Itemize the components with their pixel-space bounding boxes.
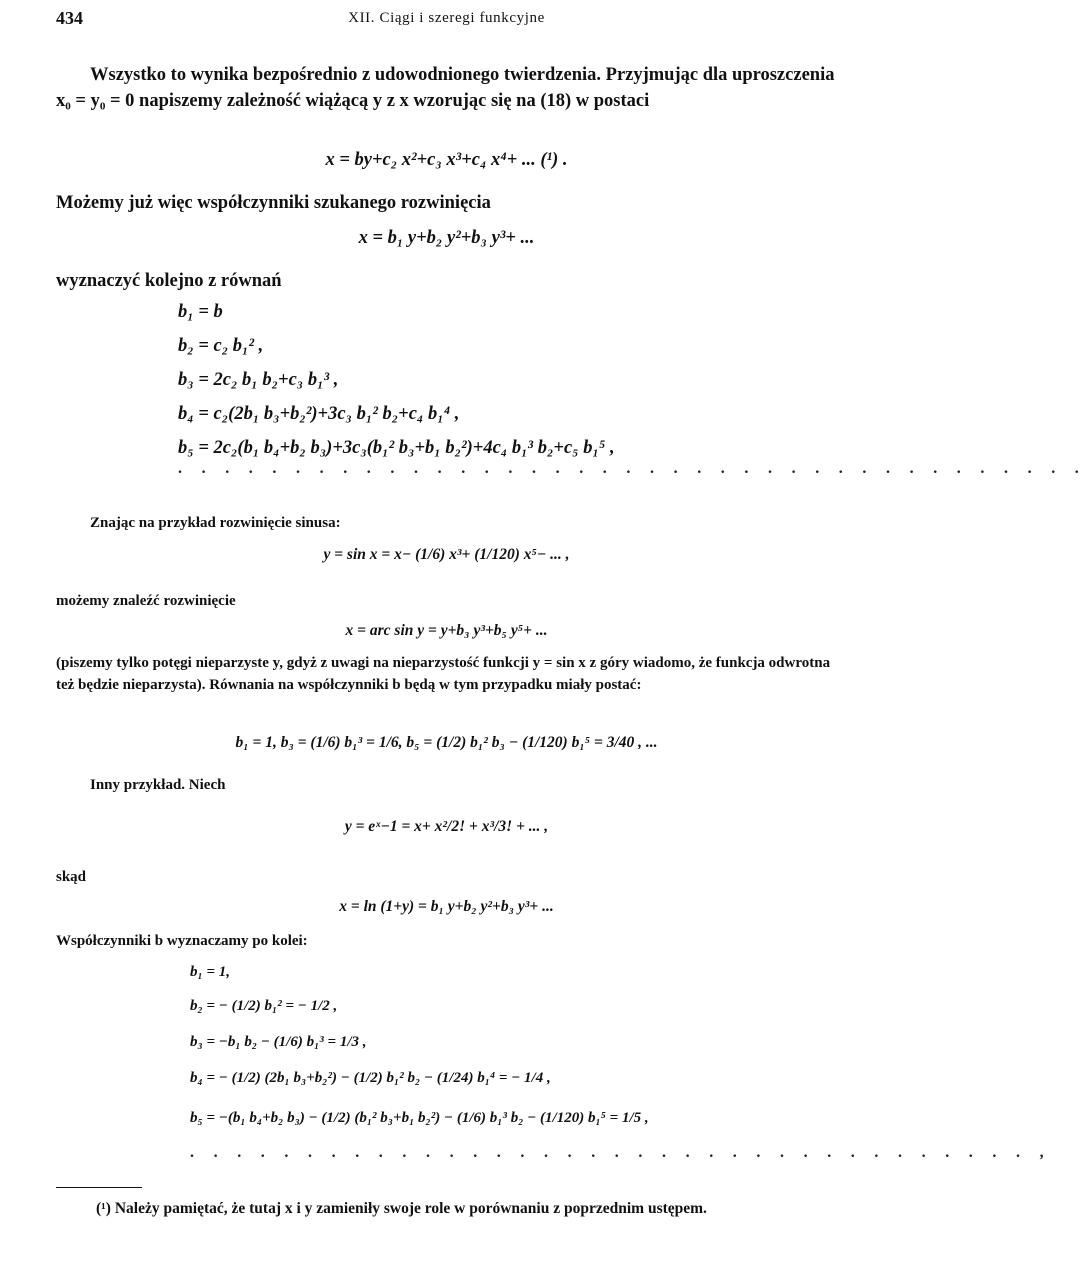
- system1-row: b₄ = c₂(2b₁ b₃+b₂²)+3c₃ b₁² b₂+c₄ b₁⁴ ,: [178, 404, 460, 424]
- paragraph-whence: skąd: [56, 869, 87, 885]
- paragraph-another-example: Inny przykład. Niech: [90, 777, 226, 793]
- page-number: 434: [56, 8, 83, 28]
- paragraph-sine: Znając na przykład rozwinięcie sinusa:: [90, 515, 341, 531]
- system1-row: b₃ = 2c₂ b₁ b₂+c₃ b₁³ ,: [178, 370, 339, 390]
- paragraph-determine: wyznaczyć kolejno z równań: [56, 271, 282, 291]
- system2-row: b₅ = −(b₁ b₄+b₂ b₃) − (1/2) (b₁² b₃+b₁ b₂²) − (1/6) b₁³ b₂ − (1/120) b₁⁵ = 1/5 ,: [190, 1110, 649, 1126]
- ellipsis-row: . . . . . . . . . . . . . . . . . . . . . . . . . . . . . . . . . . . . ,: [190, 1144, 1052, 1161]
- running-title: XII. Ciągi i szeregi funkcyjne: [348, 10, 545, 26]
- equation-x-series: x = by+c₂ x²+c₃ x³+c₄ x⁴+ ... (¹) .: [325, 150, 568, 170]
- footnote-separator: [56, 1187, 142, 1188]
- paragraph-find: możemy znaleźć rozwinięcie: [56, 593, 236, 609]
- paragraph-intro: Wszystko to wynika bezpośrednio z udowodnionego twierdzenia. Przyjmując dla uproszczenia x₀ = y₀ = 0 napiszemy zależność wiążącą y z x wzorując się na (18) w postaci: [56, 65, 835, 111]
- equation-exp-series: y = eˣ−1 = x+ x²/2! + x³/3! + ... ,: [344, 818, 549, 835]
- system1-row: b₅ = 2c₂(b₁ b₄+b₂ b₃)+3c₃(b₁² b₃+b₁ b₂²)+4c₄ b₁³ b₂+c₅ b₁⁵ ,: [178, 438, 615, 458]
- system2-row: b₄ = − (1/2) (2b₁ b₃+b₂²) − (1/2) b₁² b₂ − (1/24) b₁⁴ = − 1/4 ,: [190, 1070, 551, 1086]
- paragraph-coefficients: Możemy już więc współczynniki szukanego rozwinięcia: [56, 193, 491, 213]
- system2-row: b₁ = 1,: [190, 964, 231, 980]
- footnote: (¹) Należy pamiętać, że tutaj x i y zamieniły swoje role w porównaniu z poprzednim ustępem.: [96, 1200, 707, 1217]
- system1-row: b₂ = c₂ b₁² ,: [178, 336, 264, 356]
- system2-row: b₃ = −b₁ b₂ − (1/6) b₁³ = 1/3 ,: [190, 1034, 367, 1050]
- equation-inverse-series: x = b₁ y+b₂ y²+b₃ y³+ ...: [358, 228, 535, 248]
- equation-arcsin-coefficients: b₁ = 1, b₃ = (1/6) b₁³ = 1/6, b₅ = (1/2) b₁² b₃ − (1/120) b₁⁵ = 3/40 , ...: [235, 734, 658, 751]
- paragraph-coefficients-b: Współczynniki b wyznaczamy po kolei:: [56, 933, 308, 949]
- equation-log-series: x = ln (1+y) = b₁ y+b₂ y²+b₃ y³+ ...: [339, 898, 554, 915]
- system2-row: b₂ = − (1/2) b₁² = − 1/2 ,: [190, 998, 338, 1014]
- system1-row: b₁ = b: [178, 302, 223, 322]
- paragraph-odd-powers: (piszemy tylko potęgi nieparzyste y, gdyż z uwagi na nieparzystość funkcji y = sin x z góry wiadomo, że funkcja odwrotna też będzie nieparzysta). Równania na współczynniki b będą w tym przypadku miały postać:: [56, 655, 831, 693]
- ellipsis-row: . . . . . . . . . . . . . . . . . . . . . . . . . . . . . . . . . . . . . . .: [178, 460, 1087, 477]
- running-header: [56, 8, 837, 32]
- equation-sine-series: y = sin x = x− (1/6) x³+ (1/120) x⁵− ... ,: [323, 546, 570, 563]
- equation-arcsin-series: x = arc sin y = y+b₃ y³+b₅ y⁵+ ...: [345, 622, 548, 639]
